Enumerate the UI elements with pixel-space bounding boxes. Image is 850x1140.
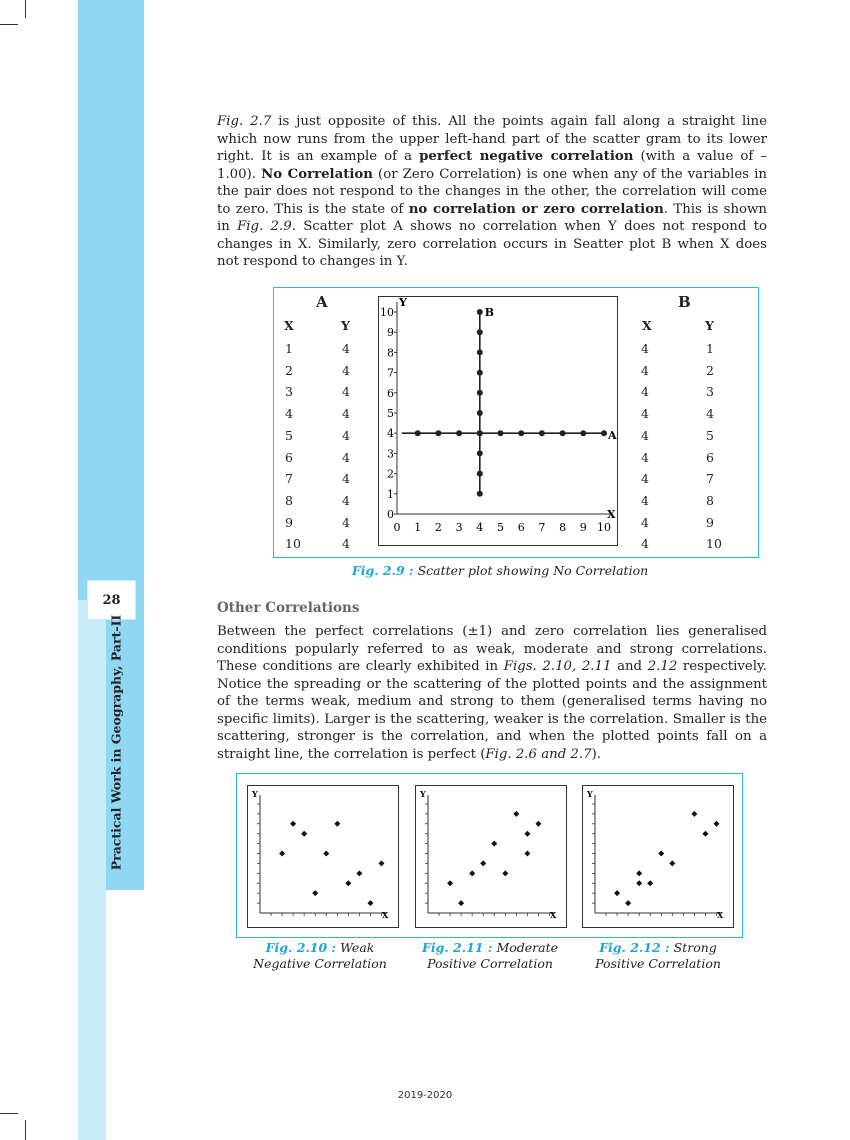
data-point [477, 370, 483, 376]
y-axis-label: Y [399, 296, 407, 309]
caption-text: Moderate [492, 940, 559, 955]
data-point [469, 870, 475, 876]
x-tick-label: 9 [579, 521, 587, 534]
y-axis-label: Y [587, 789, 593, 799]
table-cell: 9 [706, 514, 714, 530]
data-point [480, 860, 486, 866]
body-paragraph [217, 113, 767, 271]
y-tick-label: 9 [387, 326, 394, 340]
figure-reference: Figs. 2.10, 2.11 [503, 659, 612, 674]
table-b-x-header: X [642, 318, 652, 333]
chart-frame [416, 786, 567, 928]
data-point [560, 430, 566, 436]
data-point [625, 900, 631, 906]
bold-term: perfect negative correlation [419, 149, 634, 164]
data-point [539, 430, 545, 436]
table-cell: 4 [641, 427, 649, 443]
table-cell: 6 [285, 449, 293, 465]
data-point [647, 880, 653, 886]
crop-mark [25, 1120, 26, 1140]
table-cell: 4 [641, 536, 649, 552]
x-axis-label: X [382, 910, 389, 920]
y-axis-label: Y [420, 789, 426, 799]
series-label-a: A [608, 429, 617, 443]
y-tick-label: 0 [387, 508, 394, 521]
y-tick-label: 2 [387, 467, 394, 481]
x-tick-label: 8 [559, 521, 567, 534]
table-cell: 4 [641, 514, 649, 530]
table-cell: 4 [641, 341, 649, 356]
data-point [477, 471, 483, 477]
table-cell: 7 [706, 471, 714, 487]
table-cell: 10 [285, 536, 301, 552]
data-point [323, 851, 329, 857]
table-cell: 4 [641, 471, 649, 487]
x-tick-label: 7 [538, 521, 546, 534]
data-point [669, 860, 675, 866]
data-point [614, 890, 620, 896]
text-run: . Scatter plot A shows no correlation when Y does not respond to changes in X. Similarly, zero correlation occurs in Seatter plot B when X does not respond to changes in Y. [217, 219, 767, 269]
data-point [580, 430, 586, 436]
data-point [518, 430, 524, 436]
x-tick-label: 1 [414, 521, 422, 534]
data-point [290, 821, 296, 827]
data-point [279, 851, 285, 857]
data-point [477, 349, 483, 355]
crop-mark [25, 0, 26, 18]
text-run: (or Zero Correlation) is one when any of the variables in the pair does not respond to the changes in the other, the correlation will come to zero. This is the state of [217, 166, 767, 217]
x-tick-label: 10 [597, 521, 611, 534]
x-tick-label: 3 [455, 521, 463, 534]
table-cell: 3 [706, 384, 714, 400]
x-tick-label: 4 [476, 521, 484, 534]
data-point [415, 430, 421, 436]
series-label-b: B [484, 306, 495, 319]
table-a-x-header: X [284, 318, 294, 333]
table-cell: 4 [706, 406, 714, 422]
text-run: is just opposite of this. All the points again fall along a straight line which now runs from the upper left-hand part of the scatter gram to its lower right. It is an example of a [217, 114, 767, 164]
scatter-chart-fig-2-9 [378, 296, 618, 546]
data-point [658, 851, 664, 857]
table-cell: 4 [342, 536, 350, 552]
section-heading: Other Correlations [217, 600, 360, 616]
y-tick-label: 10 [380, 306, 394, 319]
table-cell: 5 [706, 427, 714, 443]
data-point [477, 390, 483, 396]
table-b-y-header: Y [705, 318, 714, 333]
x-tick-label: 6 [517, 521, 525, 534]
table-cell: 4 [641, 406, 649, 422]
x-tick-label: 2 [434, 521, 442, 534]
data-point [477, 410, 483, 416]
y-tick-label: 5 [387, 407, 394, 420]
crop-mark [0, 1113, 18, 1114]
x-tick-label: 5 [497, 521, 504, 534]
figure-reference: Fig. 2.7 [217, 114, 272, 129]
chart-frame [248, 786, 399, 928]
scatter-chart-fig-2-12 [582, 785, 734, 928]
scatter-chart-fig-2-10 [247, 785, 399, 928]
data-point [312, 890, 318, 896]
text-run: (with a value of – 1.00). [217, 149, 767, 182]
chart-frame [583, 786, 734, 928]
data-point [498, 430, 504, 436]
caption-label: Fig. 2.11 : [421, 940, 493, 955]
table-cell: 2 [285, 362, 293, 378]
figure-2-12-caption [578, 940, 738, 972]
text-run: respectively. Notice the spreading or the scattering of the plotted points and the assignment of the terms weak, medium and strong to them (generalised terms having no specific limits). Larger is the scattering, weaker is the correlation. Smaller is the scattering, stronger is the correlation, and when the plotted points fall on a straight line, the correlation is perfect ( [217, 659, 768, 762]
data-point [477, 309, 483, 315]
figure-2-10-caption [240, 940, 400, 972]
data-point [513, 811, 519, 817]
figure-reference: 2.12 [647, 659, 678, 674]
table-cell: 4 [342, 427, 350, 443]
figure-2-11-caption [410, 940, 570, 972]
table-cell: 4 [285, 406, 293, 422]
data-point [477, 430, 483, 436]
y-tick-label: 3 [387, 447, 394, 461]
caption-text: Weak [336, 940, 375, 955]
table-cell: 8 [706, 492, 714, 508]
data-point [601, 430, 607, 436]
table-cell: 4 [342, 384, 350, 400]
footer-year: 2019-2020 [397, 1090, 453, 1101]
caption-text: Scatter plot showing No Correlation [413, 563, 649, 578]
data-point [456, 430, 462, 436]
chart-frame [379, 297, 618, 546]
table-cell: 4 [641, 449, 649, 465]
table-cell: 5 [285, 427, 293, 443]
table-cell: 4 [342, 362, 350, 378]
text-run: . This is shown in [217, 201, 767, 234]
text-run: and [611, 659, 648, 674]
y-tick-label: 1 [387, 487, 394, 501]
caption-text: Positive Correlation [595, 956, 721, 971]
data-point [502, 870, 508, 876]
table-cell: 4 [641, 384, 649, 400]
x-tick-label: 0 [393, 521, 401, 534]
table-cell: 10 [706, 536, 722, 552]
data-point [477, 329, 483, 335]
table-a-title: A [316, 293, 328, 311]
page-number: 28 [87, 580, 136, 620]
caption-text: Strong [669, 940, 717, 955]
figure-2-9-caption [300, 563, 700, 579]
data-point [491, 841, 497, 847]
y-tick-label: 8 [387, 346, 394, 360]
table-cell: 4 [342, 471, 350, 487]
body-paragraph [217, 623, 767, 763]
data-point [345, 880, 351, 886]
table-cell: 1 [285, 341, 293, 356]
data-point [367, 900, 373, 906]
table-cell: 7 [285, 471, 293, 487]
data-point [524, 851, 530, 857]
bold-term: No Correlation [261, 166, 373, 182]
data-point [477, 491, 483, 497]
table-cell: 4 [641, 492, 649, 508]
book-title-spine: Practical Work in Geography, Part-II [108, 614, 124, 871]
y-tick-label: 4 [387, 427, 394, 441]
table-cell: 8 [285, 492, 293, 508]
text-run: Between the perfect correlations (±1) and zero correlation lies generalised conditions popularly referred to as weak, moderate and strong correlations. These conditions are clearly exhibited in [217, 624, 767, 674]
caption-label: Fig. 2.10 : [265, 940, 337, 955]
crop-mark [0, 24, 18, 25]
table-cell: 1 [706, 341, 714, 356]
table-b-title: B [678, 293, 691, 311]
table-cell: 6 [706, 449, 714, 465]
data-point [636, 870, 642, 876]
table-cell: 4 [342, 514, 350, 530]
table-cell: 4 [342, 492, 350, 508]
x-axis-label: X [607, 508, 616, 521]
y-tick-label: 6 [387, 386, 394, 400]
text-run: ). [591, 746, 602, 762]
caption-label: Fig. 2.9 : [351, 563, 414, 578]
table-cell: 4 [342, 341, 350, 356]
caption-text: Negative Correlation [253, 956, 387, 971]
data-point [356, 870, 362, 876]
table-a-y-header: Y [341, 318, 350, 333]
x-axis-label: X [550, 910, 557, 920]
data-point [458, 900, 464, 906]
data-point [477, 450, 483, 456]
table-cell: 4 [342, 406, 350, 422]
data-point [691, 811, 697, 817]
data-point [447, 880, 453, 886]
data-point [524, 831, 530, 837]
caption-text: Positive Correlation [427, 956, 553, 971]
data-point [334, 821, 340, 827]
data-point [713, 821, 719, 827]
data-point [535, 821, 541, 827]
table-cell: 9 [285, 514, 293, 530]
caption-label: Fig. 2.12 : [599, 940, 670, 955]
bold-term: no correlation or zero correlation [408, 201, 664, 217]
data-point [636, 880, 642, 886]
data-point [702, 831, 708, 837]
sidebar-band-light [78, 890, 106, 1140]
data-point [378, 860, 384, 866]
figure-reference: Fig. 2.9 [237, 219, 292, 234]
data-point [301, 831, 307, 837]
data-point [435, 430, 441, 436]
y-tick-label: 7 [387, 366, 394, 380]
y-axis-label: Y [252, 789, 258, 799]
table-cell: 4 [342, 449, 350, 465]
table-cell: 2 [706, 362, 714, 378]
figure-reference: Fig. 2.6 and 2.7 [485, 746, 592, 762]
table-cell: 3 [285, 384, 293, 400]
sidebar-band-light [78, 600, 106, 890]
scatter-chart-fig-2-11 [415, 785, 567, 928]
x-axis-label: X [717, 910, 724, 920]
table-cell: 4 [641, 362, 649, 378]
